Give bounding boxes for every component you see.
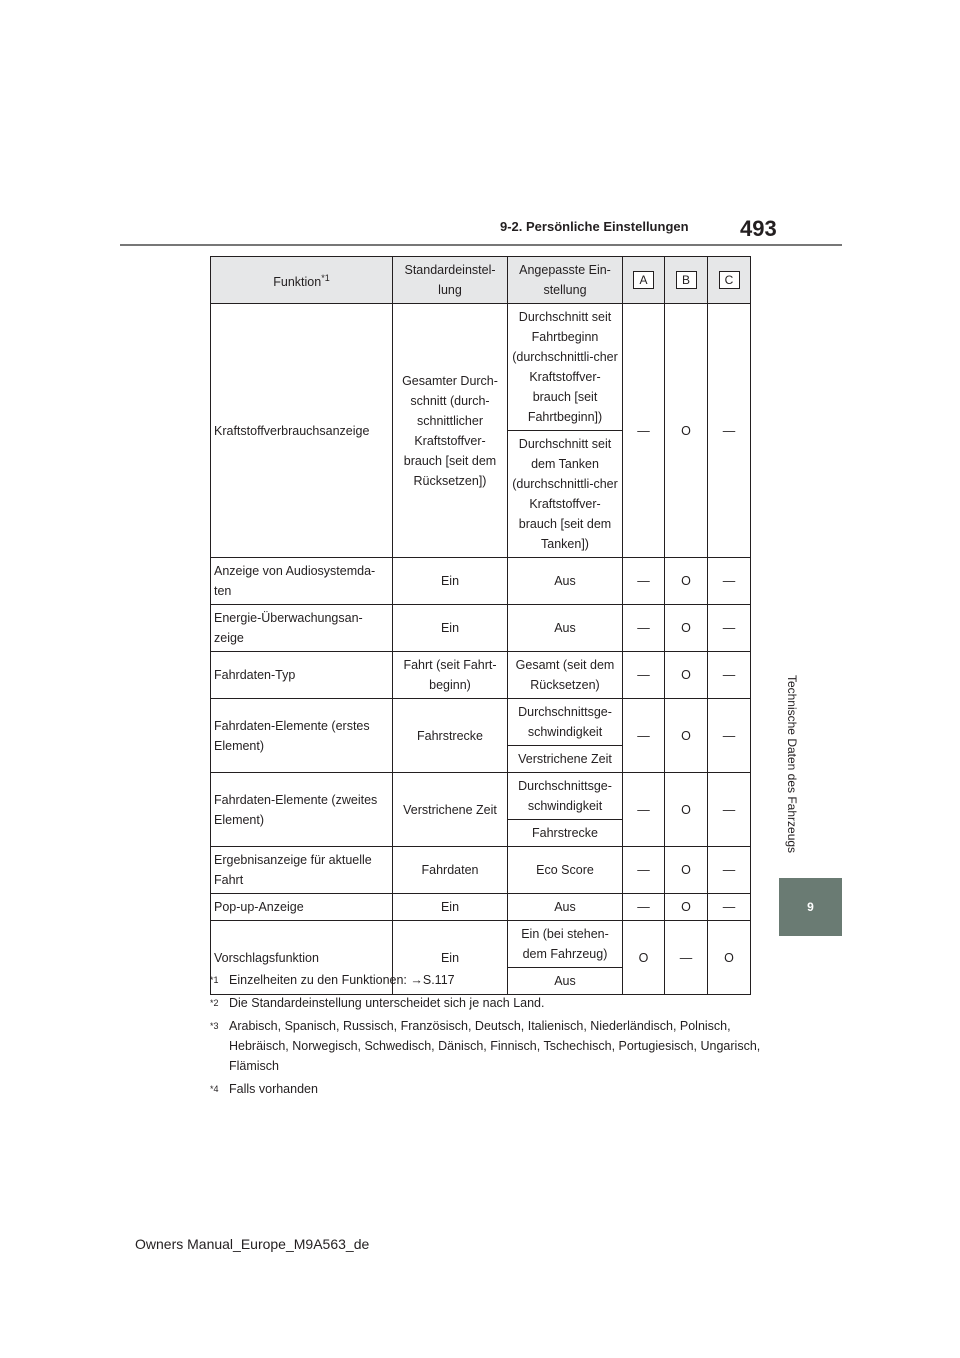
cell-c: —	[708, 558, 751, 605]
cell-default: Ein	[393, 605, 508, 652]
table-row	[211, 652, 751, 699]
cell-function: Anzeige von Audiosystemda-ten	[211, 558, 393, 605]
cell-function: Vorschlagsfunktion	[211, 921, 393, 995]
letter-c-box: C	[719, 271, 740, 289]
cell-default: Fahrdaten	[393, 847, 508, 894]
cell-custom: Durchschnitt seit dem Tanken (durchschnittli-cher Kraftstoffver-brauch [seit dem Tanken])	[508, 431, 623, 558]
footnote-2	[210, 993, 770, 1013]
footnote-mark: *1	[210, 975, 219, 985]
cell-custom: Eco Score	[508, 847, 623, 894]
cell-function: Kraftstoffverbrauchsanzeige	[211, 304, 393, 558]
cell-b: O	[665, 894, 708, 921]
footnotes	[210, 970, 770, 1102]
cell-c: —	[708, 605, 751, 652]
footnote-1	[210, 970, 770, 990]
cell-b: O	[665, 558, 708, 605]
cell-a: —	[623, 605, 665, 652]
cell-custom: Durchschnittsge-schwindigkeit	[508, 773, 623, 820]
footnote-ref: *1	[321, 272, 330, 283]
letter-b-box: B	[676, 271, 697, 289]
cell-b: O	[665, 773, 708, 847]
cell-c: —	[708, 304, 751, 558]
cell-function: Fahrdaten-Elemente (erstes Element)	[211, 699, 393, 773]
footnote-mark: *4	[210, 1084, 219, 1094]
cell-c: —	[708, 773, 751, 847]
cell-b: O	[665, 699, 708, 773]
cell-a: —	[623, 652, 665, 699]
cell-c: —	[708, 847, 751, 894]
letter-a-box: A	[633, 271, 654, 289]
cell-function: Energie-Überwachungsan-zeige	[211, 605, 393, 652]
footnote-text: Arabisch, Spanisch, Russisch, Französisch, Deutsch, Italienisch, Niederländisch, Polnisch, Hebräisch, Norwegisch, Schwedisch, Dänisch, Finnisch, Tschechisch, Portugiesisch, Ungarisch, Flämisch	[229, 1019, 761, 1073]
cell-default: Gesamter Durch-schnitt (durch-schnittlicher Kraftstoffver-brauch [seit dem Rücksetzen])	[393, 304, 508, 558]
header-default: Standardeinstel-lung	[393, 257, 508, 304]
cell-function: Ergebnisanzeige für aktuelle Fahrt	[211, 847, 393, 894]
cell-a: —	[623, 558, 665, 605]
cell-a: O	[623, 921, 665, 995]
cell-a: —	[623, 699, 665, 773]
footnote-4	[210, 1079, 770, 1099]
table-row	[211, 558, 751, 605]
cell-function: Pop-up-Anzeige	[211, 894, 393, 921]
footnote-text: Falls vorhanden	[229, 1082, 318, 1096]
side-chapter-label-text: Technische Daten des Fahrzeugs	[785, 674, 799, 854]
header-c	[708, 257, 751, 304]
cell-function: Fahrdaten-Elemente (zweites Element)	[211, 773, 393, 847]
cell-b: O	[665, 652, 708, 699]
cell-b: —	[665, 921, 708, 995]
cell-custom: Ein (bei stehen-dem Fahrzeug)	[508, 921, 623, 968]
cell-default: Fahrt (seit Fahrt-beginn)	[393, 652, 508, 699]
footnote-3	[210, 1016, 770, 1076]
cell-b: O	[665, 605, 708, 652]
table-row	[211, 894, 751, 921]
header-rule	[120, 244, 842, 246]
header-custom: Angepasste Ein-stellung	[508, 257, 623, 304]
settings-table	[210, 256, 751, 995]
page-number: 493	[740, 216, 777, 241]
cell-custom: Durchschnitt seit Fahrtbeginn (durchschnittli-cher Kraftstoffver-brauch [seit Fahrtbeginn])	[508, 304, 623, 431]
cell-default: Verstrichene Zeit	[393, 773, 508, 847]
cell-a: —	[623, 847, 665, 894]
cell-custom: Fahrstrecke	[508, 820, 623, 847]
cell-custom: Durchschnittsge-schwindigkeit	[508, 699, 623, 746]
table-row	[211, 773, 751, 820]
footnote-text: Die Standardeinstellung unterscheidet sich je nach Land.	[229, 996, 545, 1010]
cell-c: —	[708, 652, 751, 699]
footnote-mark: *2	[210, 998, 219, 1008]
section-title: 9-2. Persönliche Einstellungen	[500, 219, 689, 234]
cell-default: Ein	[393, 894, 508, 921]
cell-a: —	[623, 894, 665, 921]
table-body	[211, 304, 751, 995]
header-function-label: Funktion	[273, 275, 322, 290]
table-row	[211, 847, 751, 894]
cell-custom: Aus	[508, 558, 623, 605]
cell-c: O	[708, 921, 751, 995]
footnote-text: Einzelheiten zu den Funktionen: →S.117	[229, 973, 455, 987]
cell-c: —	[708, 894, 751, 921]
chapter-tab-number: 9	[807, 900, 814, 914]
cell-a: —	[623, 773, 665, 847]
cell-c: —	[708, 699, 751, 773]
cell-default: Fahrstrecke	[393, 699, 508, 773]
table-row	[211, 304, 751, 431]
table-header-row	[211, 257, 751, 304]
table-row	[211, 921, 751, 968]
header-a	[623, 257, 665, 304]
cell-b: O	[665, 304, 708, 558]
footnote-mark: *3	[210, 1021, 219, 1031]
cell-default: Ein	[393, 921, 508, 995]
table-row	[211, 605, 751, 652]
cell-custom: Aus	[508, 968, 623, 995]
cell-default: Ein	[393, 558, 508, 605]
cell-custom: Verstrichene Zeit	[508, 746, 623, 773]
cell-b: O	[665, 847, 708, 894]
cell-a: —	[623, 304, 665, 558]
table-row	[211, 699, 751, 746]
header-b	[665, 257, 708, 304]
header-function	[211, 257, 393, 304]
cell-custom: Aus	[508, 605, 623, 652]
cell-custom: Aus	[508, 894, 623, 921]
document-id: Owners Manual_Europe_M9A563_de	[135, 1236, 370, 1252]
cell-custom: Gesamt (seit dem Rücksetzen)	[508, 652, 623, 699]
cell-function: Fahrdaten-Typ	[211, 652, 393, 699]
chapter-tab[interactable]	[779, 878, 842, 936]
